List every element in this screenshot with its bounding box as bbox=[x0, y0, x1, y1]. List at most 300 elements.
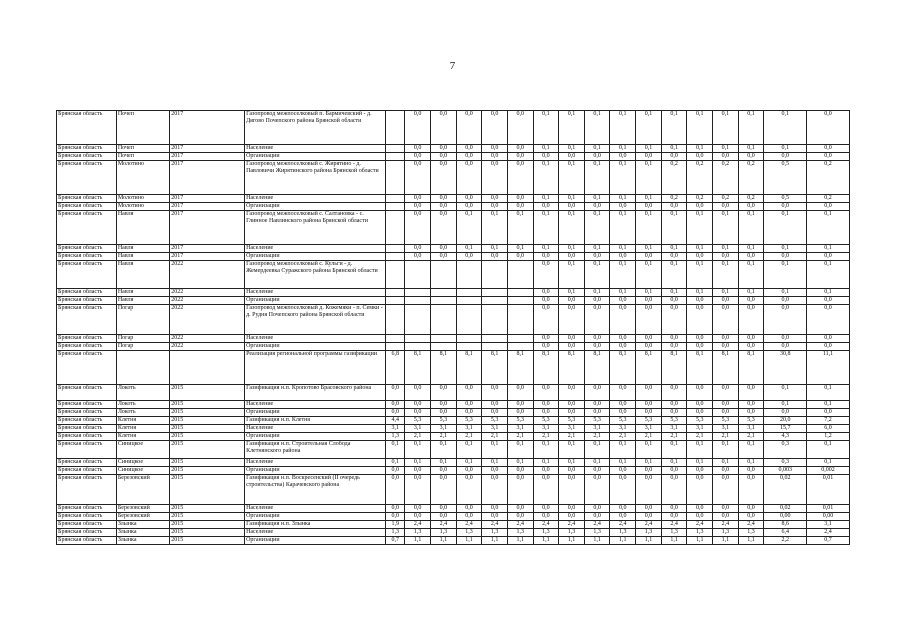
value-cell: 0,0 bbox=[584, 401, 610, 409]
value-cell: 1,1 bbox=[405, 537, 431, 545]
region-cell: Брянская область bbox=[57, 459, 117, 467]
value-cell: 5,3 bbox=[636, 417, 662, 425]
value-cell: 0,0 bbox=[456, 253, 482, 261]
value-cell: 1,1 bbox=[713, 537, 739, 545]
value-cell: 0,0 bbox=[456, 475, 482, 505]
value-cell: 0,0 bbox=[456, 513, 482, 521]
value-cell: 0,0 bbox=[431, 211, 457, 245]
table-row bbox=[57, 203, 850, 211]
total2-cell: 0,01 bbox=[807, 505, 850, 513]
district-cell: Молотино bbox=[116, 161, 169, 195]
object-cell: Население bbox=[245, 529, 386, 537]
page-number: 7 bbox=[449, 60, 456, 72]
total2-cell: 2,4 bbox=[807, 529, 850, 537]
year-cell: 2015 bbox=[170, 459, 245, 467]
value-cell: 0,0 bbox=[456, 153, 482, 161]
table-row bbox=[57, 305, 850, 335]
value-cell: 0,0 bbox=[661, 297, 687, 305]
value-cell: 1,3 bbox=[738, 529, 764, 537]
value-cell: 0,0 bbox=[713, 253, 739, 261]
value-cell: 0,0 bbox=[687, 505, 713, 513]
value-cell: 0,0 bbox=[713, 297, 739, 305]
value-cell: 0,0 bbox=[533, 261, 559, 289]
district-cell: Погар bbox=[116, 335, 169, 343]
region-cell: Брянская область bbox=[57, 351, 117, 385]
value-cell: 0,0 bbox=[738, 335, 764, 343]
value-cell: 1,1 bbox=[584, 537, 610, 545]
value-cell: 0,0 bbox=[431, 245, 457, 253]
total2-cell: 3,1 bbox=[807, 521, 850, 529]
value-cell: 0,0 bbox=[661, 513, 687, 521]
value-cell: 3,1 bbox=[559, 425, 585, 433]
value-cell: 0,0 bbox=[559, 253, 585, 261]
value-cell: 0,0 bbox=[559, 335, 585, 343]
value-cell: 2,4 bbox=[687, 521, 713, 529]
value-cell: 0,0 bbox=[507, 145, 533, 153]
value-cell: 0,0 bbox=[482, 475, 508, 505]
value-cell: 0,0 bbox=[482, 505, 508, 513]
year-cell: 2015 bbox=[170, 417, 245, 425]
year-cell: 2022 bbox=[170, 335, 245, 343]
year-cell: 2017 bbox=[170, 253, 245, 261]
value-cell: 1,3 bbox=[431, 529, 457, 537]
value-cell bbox=[386, 161, 405, 195]
value-cell: 0,1 bbox=[738, 211, 764, 245]
total2-cell: 0,01 bbox=[807, 475, 850, 505]
value-cell: 0,1 bbox=[533, 459, 559, 467]
total-cell: 0,02 bbox=[764, 505, 807, 513]
value-cell bbox=[482, 335, 508, 343]
value-cell: 2,1 bbox=[713, 433, 739, 441]
value-cell: 0,0 bbox=[584, 513, 610, 521]
value-cell: 0,0 bbox=[405, 505, 431, 513]
value-cell: 0,0 bbox=[610, 385, 636, 401]
object-cell: Организации bbox=[245, 409, 386, 417]
value-cell: 0,1 bbox=[610, 211, 636, 245]
value-cell: 0,0 bbox=[636, 153, 662, 161]
value-cell: 0,0 bbox=[559, 297, 585, 305]
total-cell: 0,02 bbox=[764, 475, 807, 505]
value-cell: 0,0 bbox=[559, 467, 585, 475]
total2-cell: 0,0 bbox=[807, 305, 850, 335]
value-cell: 0,0 bbox=[431, 195, 457, 203]
year-cell: 2017 bbox=[170, 111, 245, 145]
value-cell: 3,1 bbox=[661, 425, 687, 433]
table-row bbox=[57, 417, 850, 425]
value-cell: 0,0 bbox=[405, 401, 431, 409]
value-cell bbox=[386, 245, 405, 253]
value-cell: 5,3 bbox=[456, 417, 482, 425]
value-cell: 0,1 bbox=[713, 245, 739, 253]
value-cell: 0,0 bbox=[610, 475, 636, 505]
total-cell: 0,1 bbox=[764, 289, 807, 297]
value-cell: 0,1 bbox=[738, 261, 764, 289]
object-cell: Организации bbox=[245, 203, 386, 211]
value-cell: 0,0 bbox=[687, 297, 713, 305]
total2-cell: 0,1 bbox=[807, 289, 850, 297]
value-cell: 0,0 bbox=[687, 467, 713, 475]
value-cell: 0,1 bbox=[661, 261, 687, 289]
value-cell: 0,0 bbox=[559, 505, 585, 513]
total-cell: 0,0 bbox=[764, 153, 807, 161]
value-cell: 0,1 bbox=[661, 145, 687, 153]
value-cell: 0,0 bbox=[661, 505, 687, 513]
value-cell: 0,1 bbox=[584, 211, 610, 245]
value-cell: 0,0 bbox=[456, 401, 482, 409]
year-cell: 2017 bbox=[170, 203, 245, 211]
value-cell: 8,1 bbox=[584, 351, 610, 385]
value-cell: 0,1 bbox=[610, 441, 636, 459]
region-cell: Брянская область bbox=[57, 513, 117, 521]
value-cell: 0,1 bbox=[584, 145, 610, 153]
table-row bbox=[57, 211, 850, 245]
district-cell: Клетня bbox=[116, 425, 169, 433]
value-cell: 0,0 bbox=[636, 401, 662, 409]
object-cell: Организации bbox=[245, 343, 386, 351]
object-cell: Организации bbox=[245, 297, 386, 305]
value-cell: 8,1 bbox=[431, 351, 457, 385]
value-cell: 0,0 bbox=[636, 467, 662, 475]
value-cell: 0,0 bbox=[533, 289, 559, 297]
value-cell: 0,1 bbox=[636, 459, 662, 467]
year-cell: 2017 bbox=[170, 211, 245, 245]
value-cell: 0,0 bbox=[482, 467, 508, 475]
value-cell bbox=[456, 289, 482, 297]
value-cell bbox=[507, 305, 533, 335]
value-cell: 0,0 bbox=[533, 385, 559, 401]
value-cell: 4,4 bbox=[386, 417, 405, 425]
value-cell: 1,1 bbox=[559, 537, 585, 545]
table-row bbox=[57, 161, 850, 195]
total2-cell: 0,1 bbox=[807, 245, 850, 253]
value-cell: 0,1 bbox=[533, 161, 559, 195]
value-cell: 8,1 bbox=[713, 351, 739, 385]
value-cell: 0,1 bbox=[482, 245, 508, 253]
value-cell bbox=[386, 335, 405, 343]
region-cell: Брянская область bbox=[57, 529, 117, 537]
value-cell: 0,0 bbox=[431, 505, 457, 513]
value-cell: 0,0 bbox=[636, 343, 662, 351]
value-cell: 0,0 bbox=[431, 475, 457, 505]
value-cell: 0,1 bbox=[559, 145, 585, 153]
region-cell: Брянская область bbox=[57, 417, 117, 425]
total-cell: 2,2 bbox=[764, 537, 807, 545]
total2-cell: 1,2 bbox=[807, 433, 850, 441]
value-cell: 0,1 bbox=[610, 195, 636, 203]
value-cell: 0,1 bbox=[713, 441, 739, 459]
total-cell: 0,0 bbox=[764, 297, 807, 305]
year-cell: 2015 bbox=[170, 521, 245, 529]
value-cell: 8,1 bbox=[559, 351, 585, 385]
object-cell: Газификация н.п. Воскресенский (II очередь строительства) Карачевского района bbox=[245, 475, 386, 505]
value-cell: 0,1 bbox=[431, 459, 457, 467]
value-cell: 3,1 bbox=[584, 425, 610, 433]
value-cell: 0,1 bbox=[687, 261, 713, 289]
table-row bbox=[57, 195, 850, 203]
value-cell: 0,0 bbox=[661, 409, 687, 417]
value-cell: 0,0 bbox=[386, 385, 405, 401]
table-row bbox=[57, 343, 850, 351]
value-cell: 2,1 bbox=[482, 433, 508, 441]
object-cell: Население bbox=[245, 425, 386, 433]
value-cell: 0,1 bbox=[636, 245, 662, 253]
district-cell: Навля bbox=[116, 261, 169, 289]
value-cell: 0,0 bbox=[482, 385, 508, 401]
total2-cell: 0,1 bbox=[807, 459, 850, 467]
value-cell: 0,0 bbox=[661, 343, 687, 351]
value-cell: 0,0 bbox=[456, 195, 482, 203]
value-cell: 0,1 bbox=[713, 261, 739, 289]
value-cell: 0,0 bbox=[533, 467, 559, 475]
value-cell: 0,1 bbox=[584, 245, 610, 253]
value-cell: 0,0 bbox=[584, 203, 610, 211]
object-cell: Организации bbox=[245, 467, 386, 475]
value-cell: 0,1 bbox=[584, 441, 610, 459]
total2-cell: 0,0 bbox=[807, 335, 850, 343]
value-cell: 0,0 bbox=[533, 505, 559, 513]
year-cell: 2022 bbox=[170, 305, 245, 335]
value-cell: 2,4 bbox=[610, 521, 636, 529]
value-cell: 3,1 bbox=[738, 425, 764, 433]
year-cell: 2017 bbox=[170, 161, 245, 195]
value-cell: 3,1 bbox=[687, 425, 713, 433]
object-cell: Организации bbox=[245, 433, 386, 441]
value-cell: 0,1 bbox=[533, 195, 559, 203]
value-cell: 0,1 bbox=[386, 459, 405, 467]
district-cell: Березовский bbox=[116, 513, 169, 521]
district-cell: Почеп bbox=[116, 111, 169, 145]
value-cell: 5,3 bbox=[687, 417, 713, 425]
object-cell: Газопровод межпоселковый с. Жирятино - д. Павловичи Жирятинского района Брянской области bbox=[245, 161, 386, 195]
value-cell: 0,0 bbox=[559, 385, 585, 401]
value-cell: 0,1 bbox=[507, 441, 533, 459]
value-cell: 1,1 bbox=[738, 537, 764, 545]
total2-cell: 0,1 bbox=[807, 261, 850, 289]
value-cell: 1,1 bbox=[482, 537, 508, 545]
value-cell: 0,0 bbox=[507, 513, 533, 521]
year-cell: 2015 bbox=[170, 529, 245, 537]
region-cell: Брянская область bbox=[57, 433, 117, 441]
value-cell: 3,1 bbox=[610, 425, 636, 433]
table-row bbox=[57, 467, 850, 475]
value-cell: 0,1 bbox=[610, 261, 636, 289]
value-cell: 1,1 bbox=[507, 537, 533, 545]
district-cell: Синицкое bbox=[116, 441, 169, 459]
value-cell: 0,0 bbox=[386, 401, 405, 409]
table-row bbox=[57, 401, 850, 409]
value-cell: 0,0 bbox=[584, 505, 610, 513]
value-cell: 0,1 bbox=[559, 459, 585, 467]
value-cell: 0,1 bbox=[661, 111, 687, 145]
value-cell: 3,1 bbox=[713, 425, 739, 433]
object-cell: Население bbox=[245, 401, 386, 409]
value-cell: 0,1 bbox=[738, 459, 764, 467]
value-cell: 0,0 bbox=[482, 153, 508, 161]
value-cell: 0,0 bbox=[584, 253, 610, 261]
value-cell: 0,0 bbox=[482, 161, 508, 195]
table-row bbox=[57, 433, 850, 441]
value-cell: 5,3 bbox=[431, 417, 457, 425]
year-cell bbox=[170, 351, 245, 385]
total-cell: 0,1 bbox=[764, 401, 807, 409]
value-cell: 1,3 bbox=[507, 529, 533, 537]
value-cell: 0,0 bbox=[533, 203, 559, 211]
value-cell: 0,1 bbox=[405, 459, 431, 467]
value-cell: 0,0 bbox=[533, 305, 559, 335]
value-cell: 0,0 bbox=[482, 253, 508, 261]
value-cell: 0,1 bbox=[584, 161, 610, 195]
region-cell: Брянская область bbox=[57, 161, 117, 195]
value-cell: 0,0 bbox=[738, 153, 764, 161]
value-cell: 0,1 bbox=[584, 111, 610, 145]
value-cell: 1,3 bbox=[386, 433, 405, 441]
year-cell: 2015 bbox=[170, 441, 245, 459]
year-cell: 2015 bbox=[170, 513, 245, 521]
value-cell: 0,1 bbox=[559, 289, 585, 297]
value-cell: 0,1 bbox=[687, 441, 713, 459]
value-cell: 0,0 bbox=[533, 297, 559, 305]
value-cell: 5,3 bbox=[507, 417, 533, 425]
total-cell: 0,5 bbox=[764, 161, 807, 195]
value-cell: 0,0 bbox=[636, 385, 662, 401]
value-cell: 0,7 bbox=[386, 537, 405, 545]
value-cell: 0,0 bbox=[456, 111, 482, 145]
total-cell: 0,5 bbox=[764, 195, 807, 203]
region-cell: Брянская область bbox=[57, 203, 117, 211]
table-row bbox=[57, 475, 850, 505]
value-cell bbox=[386, 203, 405, 211]
value-cell: 1,3 bbox=[559, 529, 585, 537]
district-cell: Березовский bbox=[116, 505, 169, 513]
year-cell: 2017 bbox=[170, 153, 245, 161]
value-cell: 0,0 bbox=[636, 409, 662, 417]
value-cell: 0,0 bbox=[687, 203, 713, 211]
total-cell: 6,4 bbox=[764, 529, 807, 537]
table-row bbox=[57, 297, 850, 305]
total-cell: 0,003 bbox=[764, 467, 807, 475]
value-cell: 0,1 bbox=[559, 261, 585, 289]
value-cell: 2,1 bbox=[584, 433, 610, 441]
object-cell: Население bbox=[245, 195, 386, 203]
value-cell: 0,0 bbox=[687, 513, 713, 521]
value-cell: 0,0 bbox=[713, 505, 739, 513]
value-cell: 0,0 bbox=[386, 475, 405, 505]
value-cell: 0,0 bbox=[610, 401, 636, 409]
object-cell: Население bbox=[245, 245, 386, 253]
district-cell: Почеп bbox=[116, 153, 169, 161]
total2-cell: 0,0 bbox=[807, 343, 850, 351]
value-cell: 0,0 bbox=[584, 467, 610, 475]
value-cell: 1,3 bbox=[661, 529, 687, 537]
value-cell: 0,0 bbox=[431, 203, 457, 211]
object-cell: Реализация региональной программы газификации bbox=[245, 351, 386, 385]
value-cell: 0,0 bbox=[738, 343, 764, 351]
district-cell: Злынка bbox=[116, 537, 169, 545]
total-cell: 20,0 bbox=[764, 417, 807, 425]
value-cell: 0,0 bbox=[405, 153, 431, 161]
district-cell: Березовский bbox=[116, 475, 169, 505]
district-cell: Злынка bbox=[116, 529, 169, 537]
value-cell: 0,0 bbox=[738, 203, 764, 211]
value-cell bbox=[386, 289, 405, 297]
value-cell: 0,0 bbox=[533, 513, 559, 521]
value-cell: 0,0 bbox=[738, 253, 764, 261]
value-cell bbox=[386, 195, 405, 203]
value-cell: 0,0 bbox=[687, 343, 713, 351]
object-cell: Газопровод межпоселковый с. Салтановка - с. Глинное Навлинского района Брянской области bbox=[245, 211, 386, 245]
region-cell: Брянская область bbox=[57, 153, 117, 161]
region-cell: Брянская область bbox=[57, 111, 117, 145]
district-cell: Клетня bbox=[116, 433, 169, 441]
value-cell: 0,0 bbox=[559, 401, 585, 409]
value-cell: 0,0 bbox=[738, 401, 764, 409]
value-cell: 0,2 bbox=[661, 195, 687, 203]
table-row bbox=[57, 441, 850, 459]
table-row bbox=[57, 385, 850, 401]
district-cell: Локоть bbox=[116, 409, 169, 417]
value-cell bbox=[507, 343, 533, 351]
value-cell: 0,0 bbox=[636, 203, 662, 211]
value-cell: 0,0 bbox=[713, 401, 739, 409]
value-cell: 0,1 bbox=[559, 245, 585, 253]
value-cell: 1,3 bbox=[533, 529, 559, 537]
value-cell: 0,0 bbox=[533, 253, 559, 261]
value-cell: 0,1 bbox=[687, 289, 713, 297]
year-cell: 2015 bbox=[170, 433, 245, 441]
value-cell: 0,1 bbox=[507, 245, 533, 253]
district-cell: Навля bbox=[116, 245, 169, 253]
value-cell: 8,1 bbox=[661, 351, 687, 385]
value-cell: 2,4 bbox=[482, 521, 508, 529]
value-cell: 0,0 bbox=[386, 513, 405, 521]
value-cell: 5,3 bbox=[713, 417, 739, 425]
value-cell bbox=[431, 289, 457, 297]
value-cell bbox=[386, 211, 405, 245]
table-row bbox=[57, 409, 850, 417]
value-cell: 1,1 bbox=[610, 537, 636, 545]
value-cell: 0,1 bbox=[456, 211, 482, 245]
value-cell bbox=[386, 305, 405, 335]
value-cell: 0,0 bbox=[584, 153, 610, 161]
value-cell: 2,1 bbox=[738, 433, 764, 441]
region-cell: Брянская область bbox=[57, 253, 117, 261]
value-cell: 8,1 bbox=[456, 351, 482, 385]
value-cell: 0,1 bbox=[533, 145, 559, 153]
value-cell: 0,1 bbox=[738, 441, 764, 459]
total-cell: 0,0 bbox=[764, 409, 807, 417]
value-cell: 0,1 bbox=[533, 111, 559, 145]
total-cell: 0,1 bbox=[764, 145, 807, 153]
value-cell: 6,8 bbox=[386, 351, 405, 385]
value-cell: 3,1 bbox=[405, 425, 431, 433]
value-cell: 5,3 bbox=[738, 417, 764, 425]
object-cell: Население bbox=[245, 145, 386, 153]
object-cell: Организации bbox=[245, 537, 386, 545]
value-cell: 0,0 bbox=[584, 343, 610, 351]
value-cell bbox=[405, 343, 431, 351]
value-cell: 0,1 bbox=[507, 459, 533, 467]
value-cell: 5,3 bbox=[533, 417, 559, 425]
value-cell: 0,0 bbox=[405, 475, 431, 505]
region-cell: Брянская область bbox=[57, 441, 117, 459]
value-cell: 0,0 bbox=[738, 505, 764, 513]
value-cell: 0,0 bbox=[738, 305, 764, 335]
value-cell: 0,0 bbox=[584, 475, 610, 505]
value-cell: 2,1 bbox=[431, 433, 457, 441]
value-cell: 0,0 bbox=[386, 505, 405, 513]
year-cell: 2022 bbox=[170, 297, 245, 305]
value-cell: 2,1 bbox=[559, 433, 585, 441]
